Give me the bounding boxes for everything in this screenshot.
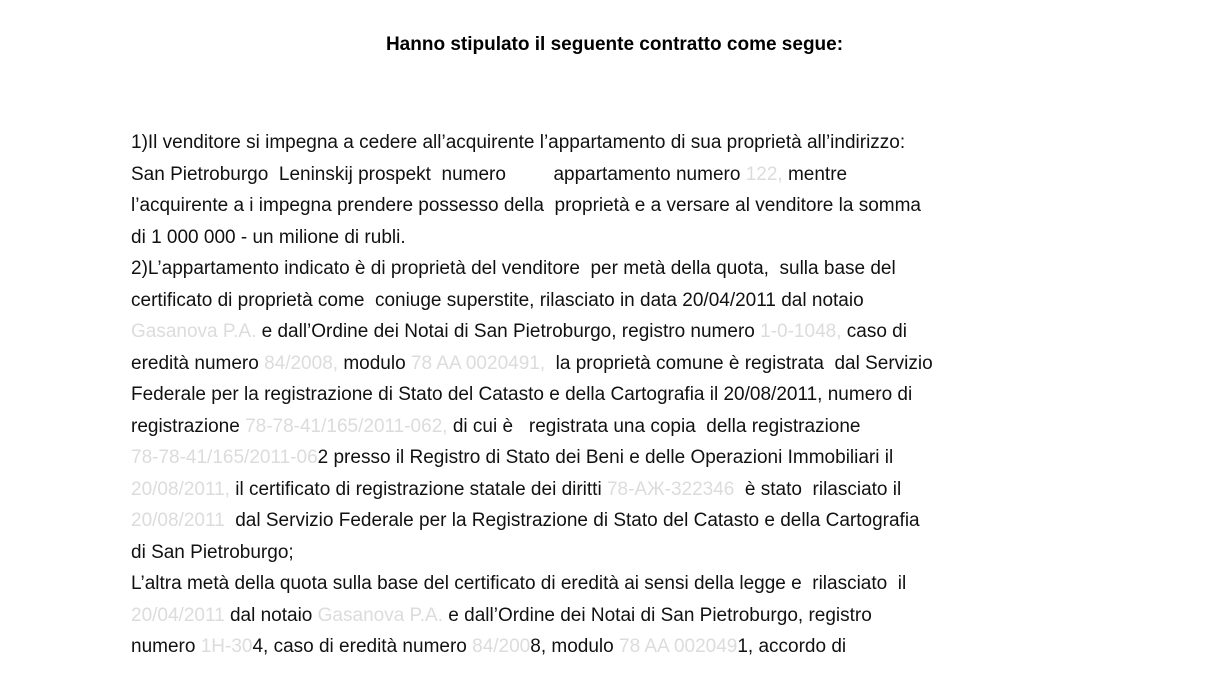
text-line [131,379,1131,411]
text-line [131,505,1131,537]
text-segment: caso di [841,321,907,342]
text-segment: dal notaio [224,604,318,626]
text-segment: modulo [338,352,411,374]
redacted-text: 78-78-41/165/2011-062, [245,415,448,437]
redacted-text: 84/2008, [264,352,339,374]
text-segment: e dall’Ordine dei Notai di San Pietroburgo, registro [443,604,872,626]
text-segment: 1, accordo di [737,636,847,657]
text-segment: di San Pietroburgo; [131,541,294,563]
text-segment: 2)L’appartamento indicato è di proprietà del venditore per metà della quota, sulla base del [131,258,896,279]
text-segment: 8, modulo [530,636,619,657]
text-line [131,568,1131,600]
redacted-text: 1-0-1048, [760,321,842,342]
text-segment: eredità numero [131,352,265,374]
text-line [131,348,1131,380]
redacted-text: 20/08/2011 [131,510,225,531]
text-line [131,222,1131,254]
text-segment: 1)Il venditore si impegna a cedere all’acquirente l’appartamento di sua proprietà all’indirizzo: [131,132,906,153]
redacted-text: 20/04/2011 [131,604,225,626]
redacted-text: 1H-30 [200,636,253,657]
redacted-text: 20/08/2011, [131,478,230,500]
contract-body [131,127,1131,663]
text-segment: la proprietà comune è registrata dal Servizio [545,352,933,374]
text-segment: certificato di proprietà come coniuge superstite, rilasciato in data 20/04/2011 dal notaio [131,289,864,311]
text-segment: San Pietroburgo Leninskij prospekt numero [131,163,512,185]
redacted-text: 78 AA 0020491, [410,352,546,374]
text-segment: di 1 000 000 - un milione di rubli. [131,226,406,248]
text-segment: l’acquirente a i impegna prendere possesso della proprietà e a versare al venditore la somma [131,195,921,216]
text-segment: e dall’Ordine dei Notai di San Pietroburgo, registro numero [256,321,761,342]
text-line [131,474,1131,506]
text-segment: mentre [782,163,848,185]
text-line [131,285,1131,317]
text-line [131,631,1131,663]
redacted-text: 78 AA 002049 [619,636,738,657]
text-segment: L’altra metà della quota sulla base del certificato di eredità ai sensi della legge e rilasciato il [131,573,907,594]
text-segment: il certificato di registrazione statale dei diritti [229,478,607,500]
text-line [131,316,1131,348]
text-segment: numero [131,636,201,657]
text-line [131,442,1131,474]
redacted-text: 78-АЖ-322346 [606,478,735,500]
text-line [131,411,1131,443]
text-segment: 2 presso il Registro di Stato dei Beni e delle Operazioni Immobiliari il [317,447,894,468]
text-segment: appartamento numero [542,163,746,185]
document-title: Hanno stipulato il seguente contratto come segue: [385,34,844,55]
text-segment: dal Servizio Federale per la Registrazione di Stato del Catasto e della Cartografia [224,510,920,531]
text-line [131,127,1131,159]
redacted-text: Gasanova P.A. [317,604,444,626]
text-line [131,600,1131,632]
text-line [131,190,1131,222]
text-line [131,253,1131,285]
redacted-text: 78-78-41/165/2011-06 [131,447,318,468]
text-segment: di cui è registrata una copia della registrazione [447,415,861,437]
text-segment: 4, caso di eredità numero [252,636,473,657]
text-line [131,537,1131,569]
redacted-text [511,164,543,185]
text-line [131,159,1131,191]
redacted-text: 84/200 [472,636,531,657]
text-segment: registrazione [131,415,246,437]
text-segment: è stato rilasciato il [734,478,902,500]
redacted-text: 122, [745,163,783,185]
redacted-text: Gasanova P.A. [131,321,257,342]
text-segment: Federale per la registrazione di Stato del Catasto e della Cartografia il 20/08/2011, numero di [131,384,913,405]
